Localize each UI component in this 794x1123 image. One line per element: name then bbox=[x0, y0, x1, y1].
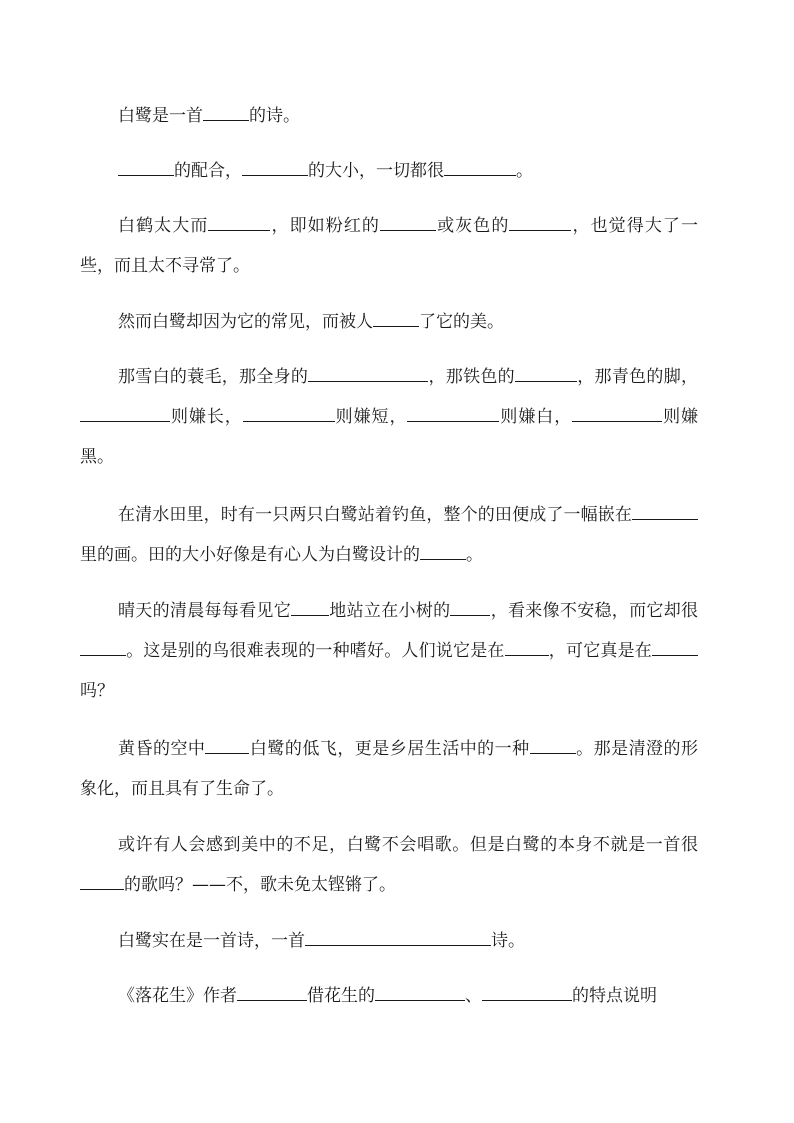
text-segment: 里的画。田的大小好像是有心人为白鹭设计的 bbox=[80, 545, 420, 565]
text-segment: 白鹤太大而 bbox=[118, 216, 209, 236]
paragraph-3 bbox=[80, 206, 698, 286]
text-segment: 白鹭实在是一首诗，一首 bbox=[118, 931, 305, 951]
text-segment: 借花生的 bbox=[307, 986, 375, 1006]
text-segment: 则嫌短， bbox=[334, 407, 408, 427]
answer-blank[interactable] bbox=[80, 637, 126, 656]
answer-blank[interactable] bbox=[515, 363, 577, 382]
text-segment: 白鹭是一首 bbox=[118, 106, 203, 126]
text-segment: 。这是别的鸟很难表现的一种嗜好。人们说它是在 bbox=[126, 641, 505, 661]
answer-blank[interactable] bbox=[305, 927, 491, 946]
answer-blank[interactable] bbox=[118, 157, 174, 176]
text-segment: ，那铁色的 bbox=[428, 367, 515, 387]
answer-blank[interactable] bbox=[373, 308, 419, 327]
paragraph-8 bbox=[80, 729, 698, 809]
answer-blank[interactable] bbox=[572, 403, 642, 422]
text-segment: ，也觉得大了一些，而且太不寻常了。 bbox=[80, 216, 699, 276]
text-segment: 。 bbox=[516, 161, 533, 181]
answer-blank[interactable] bbox=[407, 403, 499, 422]
answer-blank[interactable] bbox=[208, 212, 270, 231]
answer-blank[interactable] bbox=[291, 597, 329, 616]
answer-blank[interactable] bbox=[375, 982, 465, 1001]
text-segment: 在清水田里，时有一只两只白鹭站着钓鱼，整个的田便成了一幅嵌在 bbox=[118, 505, 632, 525]
text-segment: 。 bbox=[466, 545, 483, 565]
paragraph-1 bbox=[80, 96, 698, 136]
text-segment: ，可它真是在 bbox=[548, 641, 653, 661]
text-segment: 了它的美。 bbox=[419, 312, 504, 332]
answer-blank[interactable] bbox=[482, 982, 572, 1001]
answer-blank[interactable] bbox=[380, 212, 436, 231]
text-segment: 那雪白的蓑毛，那全身的 bbox=[118, 367, 309, 387]
text-segment: 晴天的清晨每每看见它 bbox=[118, 601, 291, 621]
paragraph-11 bbox=[80, 976, 698, 1016]
text-segment: 、 bbox=[465, 986, 482, 1006]
text-segment: 的大小，一切都很 bbox=[308, 161, 444, 181]
text-segment: 诗。 bbox=[491, 931, 525, 951]
answer-blank[interactable] bbox=[203, 102, 249, 121]
paragraph-10 bbox=[80, 921, 698, 961]
text-segment: 黄昏的空中 bbox=[118, 739, 206, 759]
answer-blank[interactable] bbox=[632, 501, 654, 520]
text-segment: ，即如粉红的 bbox=[270, 216, 381, 236]
answer-blank[interactable] bbox=[237, 982, 307, 1001]
paragraph-6 bbox=[80, 495, 698, 575]
answer-blank-continued[interactable] bbox=[654, 501, 698, 520]
answer-blank[interactable] bbox=[80, 871, 124, 890]
text-segment: 则嫌黑。 bbox=[80, 407, 699, 467]
text-segment: 则嫌长， bbox=[170, 407, 243, 427]
text-segment: 然而白鹭却因为它的常见，而被人 bbox=[118, 312, 373, 332]
text-segment: 或灰色的 bbox=[436, 216, 510, 236]
text-segment: ，看来像不安稳，而它却很 bbox=[490, 601, 699, 621]
answer-blank[interactable] bbox=[205, 735, 249, 754]
text-segment: 吗？ bbox=[80, 681, 114, 701]
answer-blank[interactable] bbox=[243, 403, 335, 422]
answer-blank[interactable] bbox=[444, 157, 516, 176]
paragraph-5 bbox=[80, 357, 698, 477]
text-segment: 。那是清澄的形象化，而且具有了生命了。 bbox=[80, 739, 699, 799]
answer-blank[interactable] bbox=[505, 637, 549, 656]
text-segment: 地站立在小树的 bbox=[329, 601, 451, 621]
answer-blank-continued[interactable] bbox=[642, 403, 662, 422]
text-segment: 的配合， bbox=[174, 161, 242, 181]
text-segment: 则嫌白， bbox=[499, 407, 573, 427]
text-segment: 的特点说明 bbox=[572, 986, 657, 1006]
text-segment: 的诗。 bbox=[249, 106, 300, 126]
paragraph-7 bbox=[80, 591, 698, 711]
text-segment: 《落花生》作者 bbox=[118, 986, 237, 1006]
paragraph-4 bbox=[80, 302, 698, 342]
text-segment: 的歌吗？——不，歌未免太铿锵了。 bbox=[124, 875, 396, 895]
paragraph-9 bbox=[80, 825, 698, 905]
answer-blank[interactable] bbox=[242, 157, 308, 176]
answer-blank[interactable] bbox=[530, 735, 576, 754]
answer-blank[interactable] bbox=[652, 637, 698, 656]
answer-blank[interactable] bbox=[509, 212, 571, 231]
text-segment: ，那青色的脚， bbox=[576, 367, 699, 387]
text-segment: 或许有人会感到美中的不足，白鹭不会唱歌。但是白鹭的本身不就是一首很 bbox=[118, 835, 698, 855]
paragraph-2 bbox=[80, 151, 698, 191]
text-segment: 白鹭的低飞，更是乡居生活中的一种 bbox=[249, 739, 530, 759]
answer-blank[interactable] bbox=[80, 403, 170, 422]
answer-blank[interactable] bbox=[450, 597, 490, 616]
answer-blank[interactable] bbox=[308, 363, 428, 382]
answer-blank[interactable] bbox=[420, 541, 466, 560]
